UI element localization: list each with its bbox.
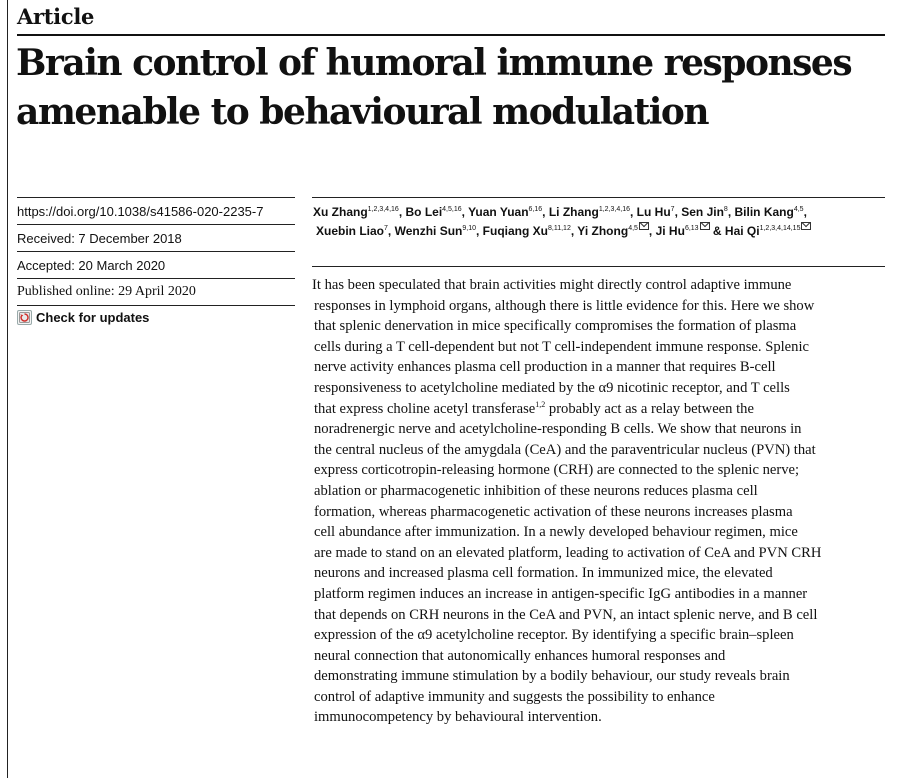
abstract-line: It has been speculated that brain activities might directly control adaptive immune [312, 277, 792, 293]
abstract-line: noradrenergic nerve and acetylcholine-responding B cells. We show that neurons in [314, 421, 802, 438]
author[interactable] [468, 205, 542, 219]
author-name: Fuqiang Xu [482, 224, 548, 238]
abstract-line: formation, whereas pharmacogenetic activation of these neurons increases plasma [314, 503, 793, 520]
affiliation-marker: 6,16 [528, 206, 543, 213]
author[interactable] [725, 224, 812, 238]
affiliation-marker: 4,5,16 [442, 206, 462, 213]
author[interactable] [549, 205, 630, 219]
abstract-line: nerve activity enhances plasma cell production in a manner that requires B-cell [314, 359, 776, 376]
section-label: Article [17, 4, 95, 29]
author-name: Xu Zhang [313, 205, 368, 219]
affiliation-marker: 7 [670, 206, 675, 213]
author[interactable] [637, 205, 675, 219]
abstract-line: demonstrating immune stimulation by a bodily behaviour, our study reveals brain [314, 668, 790, 685]
affiliation-marker: 4,5 [628, 225, 638, 232]
author[interactable] [313, 205, 399, 219]
author-name: Lu Hu [636, 205, 671, 219]
author-name: Sen Jin [681, 205, 724, 219]
meta-rule [17, 305, 295, 306]
author[interactable] [577, 224, 649, 238]
author[interactable] [395, 224, 476, 238]
meta-rule [17, 224, 295, 225]
affiliation-marker: 8 [723, 206, 728, 213]
author[interactable] [735, 205, 804, 219]
affiliation-marker: 8,11,12 [548, 225, 571, 232]
abstract-line: that splenic denervation in mice specifically compromises the formation of plasma [314, 318, 797, 335]
author-name: Ji Hu [655, 224, 685, 238]
doi-link[interactable]: https://doi.org/10.1038/s41586-020-2235-7 [17, 204, 264, 219]
abstract-line: the central nucleus of the amygdala (CeA) and the paraventricular nucleus (PVN) that [314, 441, 816, 458]
citation-marker[interactable]: 1,2 [535, 399, 546, 409]
abstract-line: express corticotropin-releasing hormone (CRH) are connected to the splenic nerve; [314, 462, 800, 479]
abstract-line: cell abundance after immunization. In a newly developed behaviour regimen, mice [314, 524, 798, 541]
author[interactable] [656, 224, 710, 238]
abstract-line: ablation or pharmacogenetic inhibition of these neurons reduces plasma cell [314, 482, 758, 499]
meta-rule [17, 278, 295, 279]
abstract-top-rule [312, 266, 885, 267]
email-icon[interactable] [700, 222, 710, 230]
abstract-line: platform regimen induces an increase in antigen-specific IgG antibodies in a manner [314, 585, 808, 602]
author-name: Li Zhang [548, 205, 599, 219]
abstract-line: cells during a T cell-dependent but not T cell-independent immune response. Splenic [314, 338, 809, 355]
abstract-line: that depends on CRH neurons in the CeA and PVN, an intact splenic nerve, and B cell [314, 606, 818, 623]
abstract-line: are made to stand on an elevated platform, leading to activation of CeA and PVN CRH [314, 544, 822, 561]
affiliation-marker: 4,5 [793, 206, 804, 213]
left-margin-rule [7, 0, 8, 778]
check-updates-icon [17, 310, 32, 325]
affiliation-marker: 1,2,3,4,14,15 [759, 225, 801, 232]
author[interactable] [316, 224, 388, 238]
author-name: Yuan Yuan [468, 205, 529, 219]
author[interactable] [405, 205, 461, 219]
abstract-line: neural connection that autonomically enhances humoral responses and [314, 647, 726, 664]
abstract-line: immunocompetency by behavioural intervention. [314, 709, 602, 726]
abstract-line: responses in lymphoid organs, although there is little evidence for this. Here we show [314, 297, 815, 314]
header-rule [17, 34, 885, 36]
author-name: Xuebin Liao [316, 224, 385, 238]
accepted-date: Accepted: 20 March 2020 [17, 258, 166, 273]
abstract-line: expression of the α9 acetylcholine receptor. By identifying a specific brain–spleen [314, 627, 794, 644]
author-name: Yi Zhong [577, 224, 629, 238]
author-name: Hai Qi [724, 224, 760, 238]
abstract-line: that express choline acetyl transferase$^{1,2}$ probably act as a relay between the [314, 399, 754, 417]
author-name: Bilin Kang [734, 205, 794, 219]
check-updates-label: Check for updates [36, 310, 150, 325]
meta-rule [17, 251, 295, 252]
meta-rule [17, 197, 295, 198]
check-for-updates-button[interactable] [17, 310, 149, 325]
author-name: Bo Lei [405, 205, 443, 219]
article-title [16, 39, 896, 137]
abstract-line: responsiveness to acetylcholine mediated by the α9 nicotinic receptor, and T cells [314, 379, 790, 396]
received-date: Received: 7 December 2018 [17, 231, 182, 246]
author-name: Wenzhi Sun [394, 224, 463, 238]
authors-top-rule [312, 197, 885, 198]
affiliation-marker: 1,2,3,4,16 [367, 206, 399, 213]
abstract-line: neurons and increased plasma cell formation. In immunized mice, the elevated [314, 565, 773, 582]
affiliation-marker: 1,2,3,4,16 [598, 206, 630, 213]
abstract [312, 275, 884, 728]
affiliation-marker: 6,13 [684, 225, 699, 232]
email-icon[interactable] [639, 222, 649, 230]
author[interactable] [483, 224, 571, 238]
author[interactable] [681, 205, 728, 219]
email-icon[interactable] [801, 222, 811, 230]
affiliation-marker: 7 [384, 225, 388, 232]
abstract-line: control of adaptive immunity and suggests the possibility to enhance [314, 688, 715, 705]
title-line: Brain control of humoral immune responses [16, 42, 852, 84]
title-line: amenable to behavioural modulation [16, 91, 709, 133]
published-date: Published online: 29 April 2020 [17, 284, 196, 299]
author-list: Xu Zhang$^{1,2,3,4,16}$, Bo Lei$^{4,5,16}$, Yuan Yuan$^{6,16}$, Li Zhang$^{1,2,3,4,16}$, Lu Hu$^7$, Sen Jin$^8$, Bilin Kang$^{4,5}$, Xuebin Liao$^7$, Wenzhi Sun$^{9,10}$, Fuqiang Xu$^{8,11,12}$, Yi Zhong$^{4,5}$ , Ji Hu$^{6,13}$ & Hai Qi$^{1,2,3,4,14,15}$ [313, 203, 873, 241]
affiliation-marker: 9,10 [462, 225, 476, 232]
